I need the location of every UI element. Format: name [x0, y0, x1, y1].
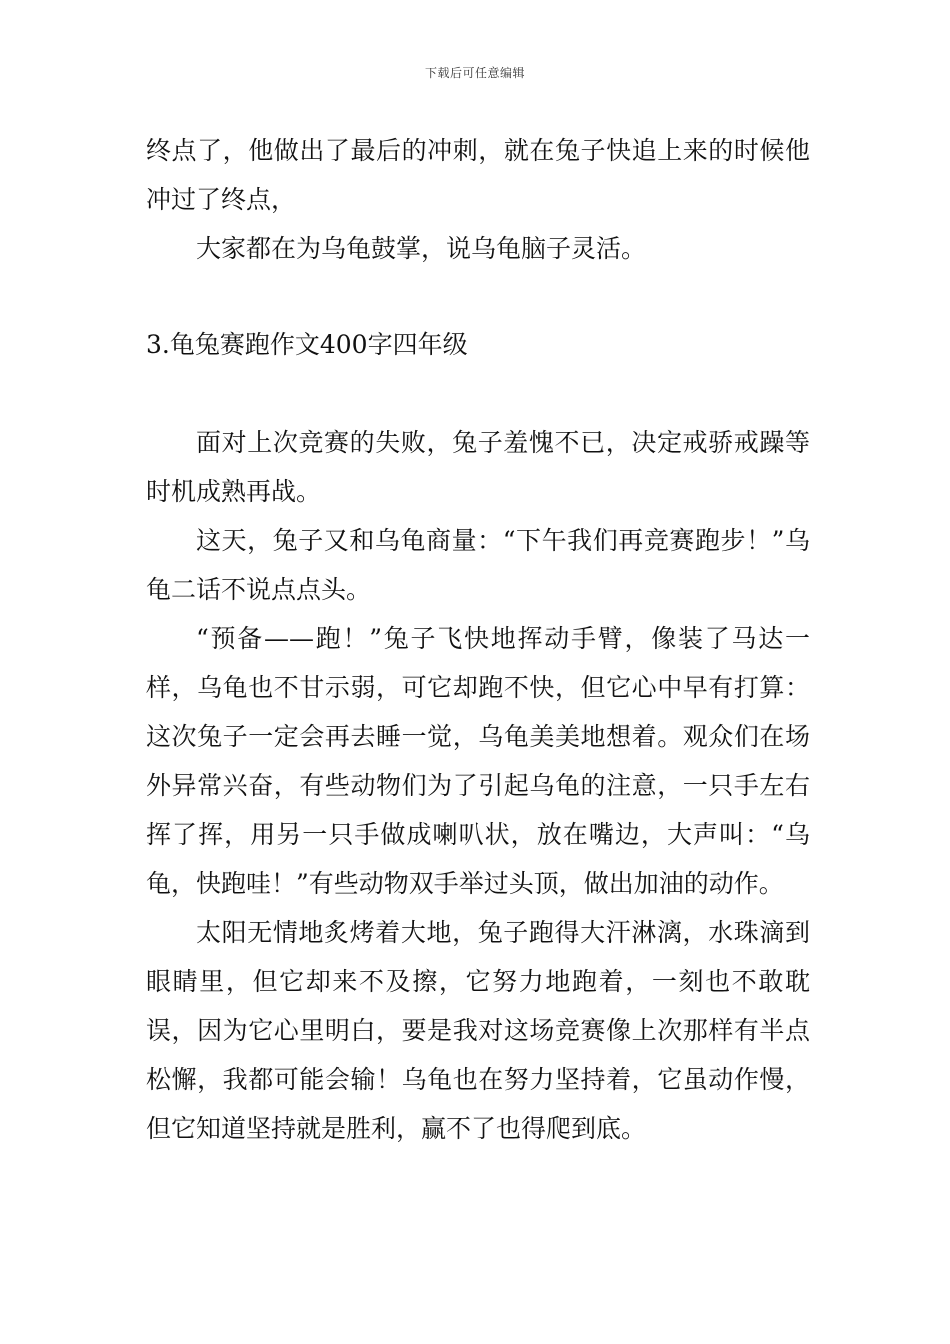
paragraph-continuation: 终点了，他做出了最后的冲刺，就在兔子快追上来的时候他冲过了终点，	[146, 136, 810, 214]
document-body	[146, 126, 810, 1153]
paragraph-section-4: 太阳无情地炙烤着大地，兔子跑得大汗淋漓，水珠滴到眼睛里，但它却来不及擦，它努力地跑着，一刻也不敢耽误，因为它心里明白，要是我对这场竞赛像上次那样有半点松懈，我都可能会输！乌龟也在努力坚持着，它虽动作慢，但它知道坚持就是胜利，赢不了也得爬到底。	[146, 918, 810, 1143]
paragraph-section-2: 这天，兔子又和乌龟商量：“下午我们再竞赛跑步！”乌龟二话不说点点头。	[146, 526, 810, 604]
section-heading: 3.龟兔赛跑作文400字四年级	[146, 330, 468, 359]
paragraph-section-1: 面对上次竞赛的失败，兔子羞愧不已，决定戒骄戒躁等时机成熟再战。	[146, 428, 810, 506]
page-header: 下载后可任意编辑	[424, 66, 525, 80]
paragraph-section-3: “预备——跑！”兔子飞快地挥动手臂，像装了马达一样，乌龟也不甘示弱，可它却跑不快，但它心中早有打算：这次兔子一定会再去睡一觉，乌龟美美地想着。观众们在场外异常兴奋，有些动物们为了引起乌龟的注意，一只手左右挥了挥，用另一只手做成喇叭状，放在嘴边，大声叫：“乌龟，快跑哇！”有些动物双手举过头顶，做出加油的动作。	[146, 624, 810, 898]
paragraph-applause: 大家都在为乌龟鼓掌，说乌龟脑子灵活。	[196, 234, 647, 263]
